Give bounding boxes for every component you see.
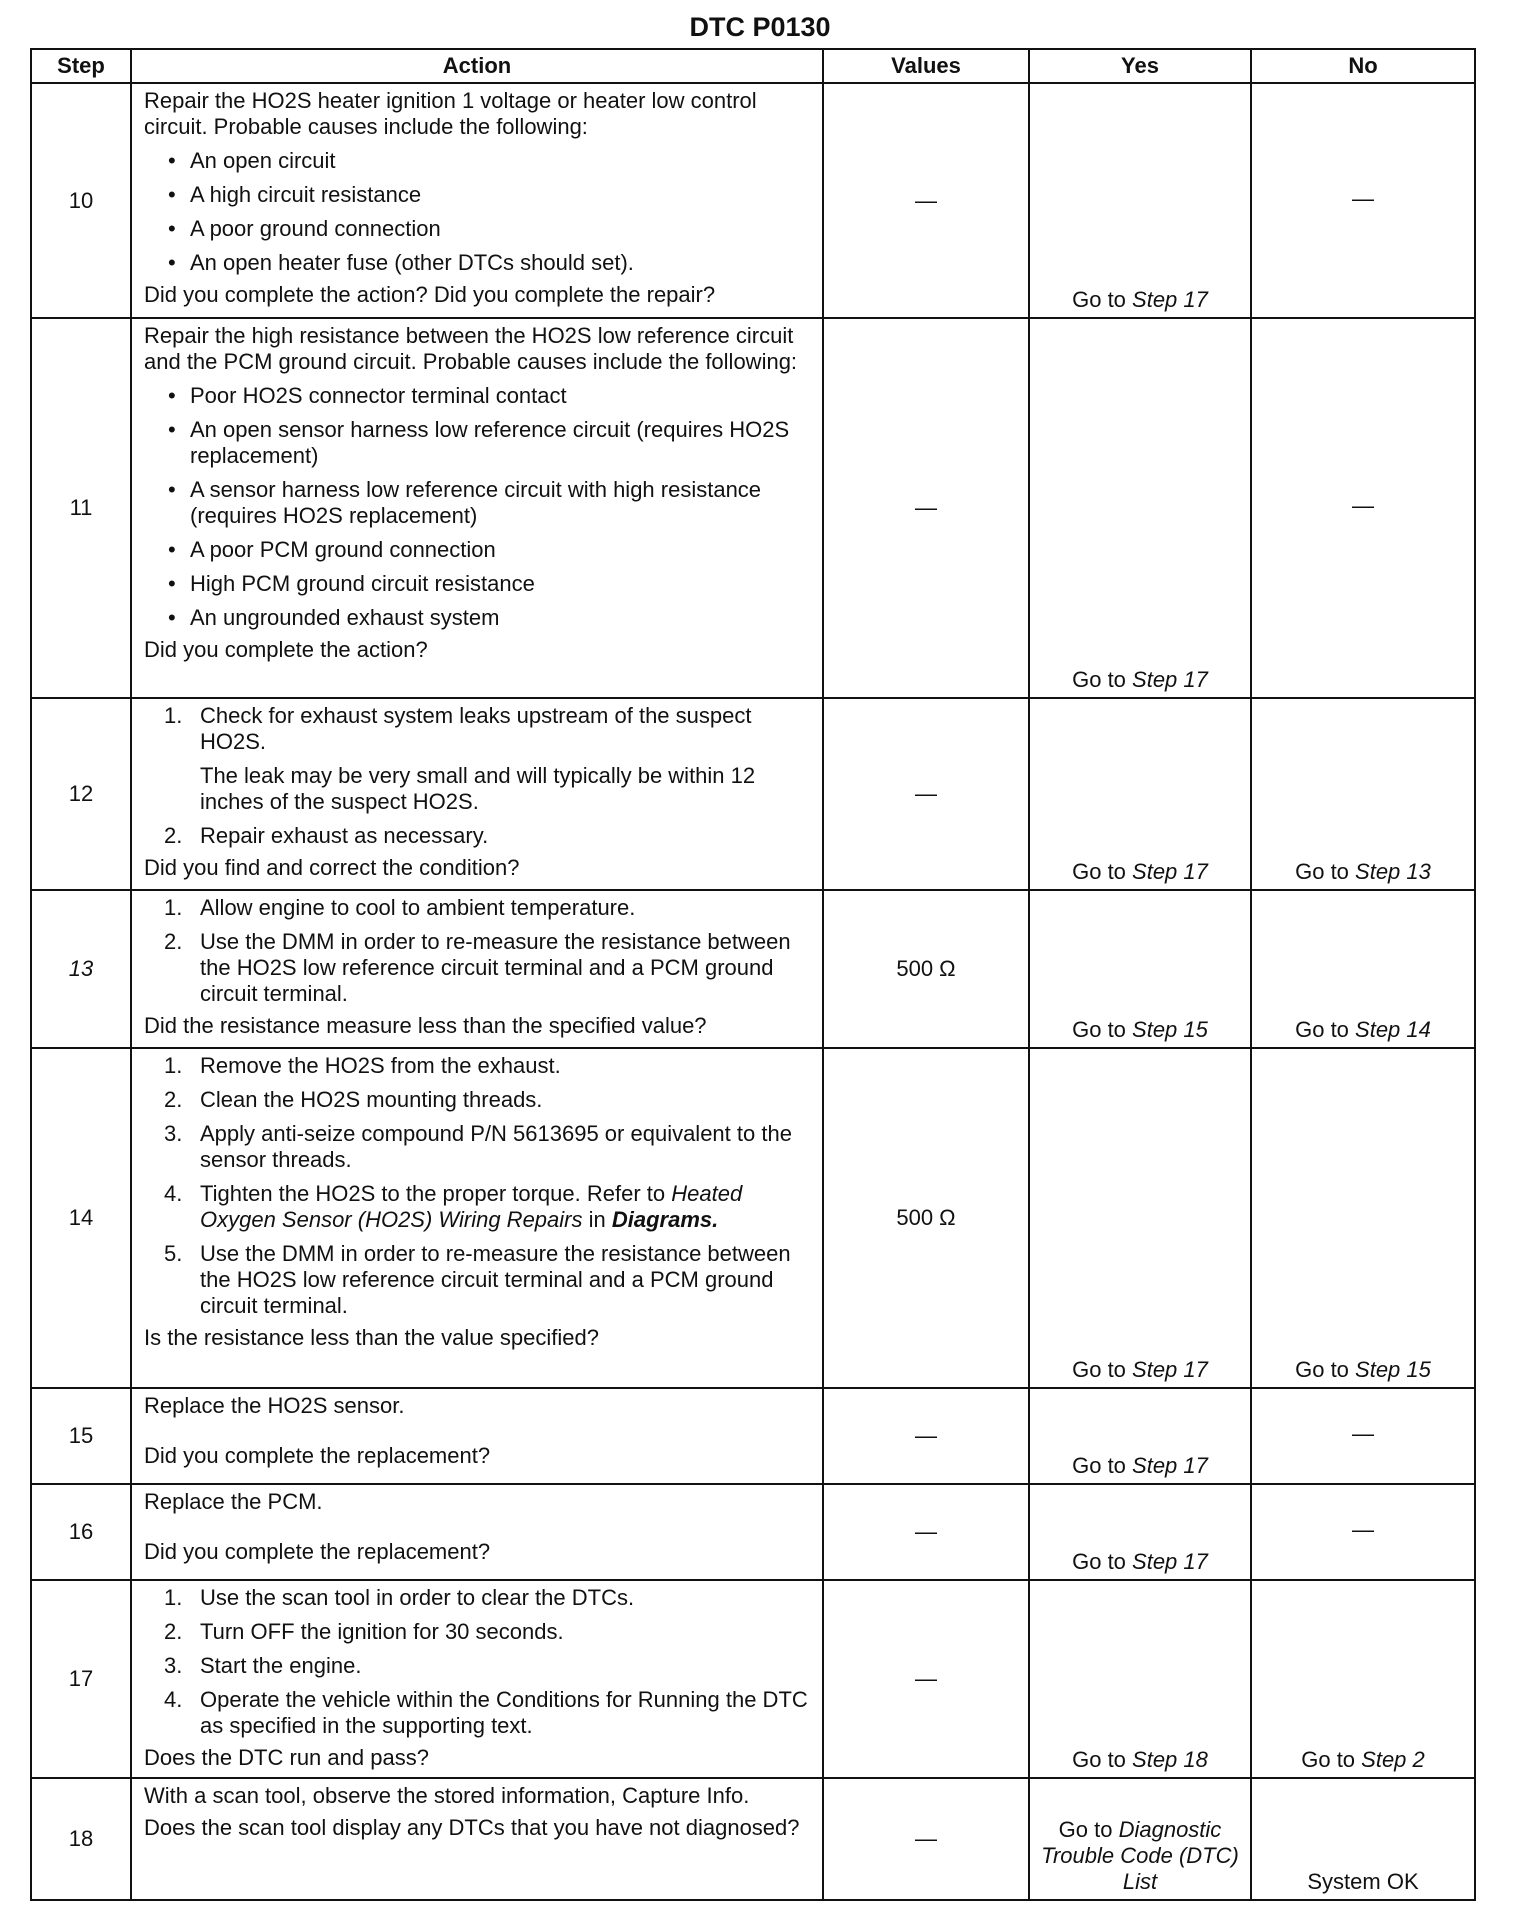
list-item-text: Allow engine to cool to ambient temperature. — [200, 895, 636, 920]
yes-cell — [1029, 318, 1251, 698]
list-item: 1. Check for exhaust system leaks upstream of the suspect HO2S. — [164, 703, 752, 754]
table-row — [31, 1778, 1475, 1900]
values-cell: — — [823, 698, 1029, 890]
values-cell: — — [823, 1778, 1029, 1900]
step-number: 17 — [31, 1580, 131, 1778]
list-item: • An open circuit — [144, 148, 814, 174]
list-item-text: in — [582, 1207, 612, 1232]
values-cell: 500 Ω — [823, 1048, 1029, 1388]
yes-step-ref: Step 17 — [1132, 287, 1208, 312]
list-item-text: Start the engine. — [200, 1653, 362, 1678]
step-list — [144, 823, 814, 849]
list-item: • High PCM ground circuit resistance — [144, 571, 814, 597]
yes-cell — [1029, 890, 1251, 1048]
list-item-text: Clean the HO2S mounting threads. — [200, 1087, 543, 1112]
go-to-text: Go to — [1072, 1017, 1133, 1042]
yes-cell — [1029, 1388, 1251, 1484]
action-question: Did you find and correct the condition? — [144, 855, 520, 880]
yes-cell — [1029, 83, 1251, 318]
yes-step-ref: Step 15 — [1132, 1017, 1208, 1042]
action-cell — [131, 1778, 823, 1900]
action-cell — [131, 83, 823, 318]
no-step-ref: Step 13 — [1355, 859, 1431, 884]
yes-cell — [1029, 1778, 1251, 1900]
step-list — [144, 1585, 814, 1739]
table-row — [31, 698, 1475, 890]
no-cell: — — [1251, 1484, 1475, 1580]
list-item-text: Repair exhaust as necessary. — [200, 823, 489, 848]
list-item-text: Use the scan tool in order to clear the DTCs. — [200, 1585, 635, 1610]
no-cell: — — [1251, 318, 1475, 698]
action-note: The leak may be very small and will typically be within 12 inches of the suspect HO2S. — [200, 763, 756, 814]
no-cell — [1251, 698, 1475, 890]
no-cell: — — [1251, 1388, 1475, 1484]
action-cell — [131, 1388, 823, 1484]
values-cell: — — [823, 1388, 1029, 1484]
action-cell — [131, 698, 823, 890]
action-question: Did the resistance measure less than the specified value? — [144, 1013, 707, 1038]
table-row — [31, 1048, 1475, 1388]
list-item: • A poor PCM ground connection — [144, 537, 814, 563]
go-to-text: Go to — [1295, 1017, 1356, 1042]
list-item: 2. Turn OFF the ignition for 30 seconds. — [164, 1619, 564, 1644]
yes-cell — [1029, 698, 1251, 890]
step-list — [144, 703, 814, 755]
no-step-ref: Step 2 — [1361, 1747, 1425, 1772]
action-intro: Replace the PCM. — [144, 1489, 323, 1514]
action-question: Did you complete the replacement? — [144, 1443, 491, 1468]
step-number: 14 — [31, 1048, 131, 1388]
step-number: 11 — [31, 318, 131, 698]
header-no: No — [1251, 49, 1475, 83]
values-cell: — — [823, 83, 1029, 318]
table-row — [31, 1484, 1475, 1580]
values-cell: — — [823, 1484, 1029, 1580]
action-question: Did you complete the replacement? — [144, 1539, 491, 1564]
yes-step-ref: Step 17 — [1132, 1357, 1208, 1382]
step-number: 18 — [31, 1778, 131, 1900]
list-item: 2. Clean the HO2S mounting threads. — [164, 1087, 543, 1112]
list-item-text: Remove the HO2S from the exhaust. — [200, 1053, 561, 1078]
list-item: 4. Tighten the HO2S to the proper torque. Refer to Heated Oxygen Sensor (HO2S) Wiring Repairs in Diagrams. — [164, 1181, 743, 1232]
step-number: 10 — [31, 83, 131, 318]
action-cell — [131, 1580, 823, 1778]
no-cell — [1251, 1580, 1475, 1778]
list-item-text: Apply anti-seize compound P/N 5613695 or equivalent to the sensor threads. — [200, 1121, 792, 1172]
list-item-text: Check for exhaust system leaks upstream of the suspect HO2S. — [200, 703, 752, 754]
table-row — [31, 1580, 1475, 1778]
list-item-text: Use the DMM in order to re-measure the resistance between the HO2S low reference circuit terminal and a PCM ground circuit terminal. — [200, 1241, 791, 1318]
go-to-text: Go to — [1072, 287, 1133, 312]
step-number: 16 — [31, 1484, 131, 1580]
action-intro: Replace the HO2S sensor. — [144, 1393, 405, 1418]
diagnostic-table — [30, 48, 1476, 1901]
cause-list — [144, 383, 814, 631]
repair-reference: Heated Oxygen Sensor (HO2S) Wiring Repairs — [200, 1181, 743, 1232]
action-cell — [131, 1048, 823, 1388]
action-intro: Repair the HO2S heater ignition 1 voltage or heater low control circuit. Probable causes include the following: — [144, 88, 757, 139]
yes-step-ref: Step 17 — [1132, 1453, 1208, 1478]
cause-list — [144, 148, 814, 276]
action-question: Does the DTC run and pass? — [144, 1745, 429, 1770]
list-item: • An open sensor harness low reference circuit (requires HO2S replacement) — [144, 417, 814, 469]
go-to-text: Go to — [1072, 667, 1133, 692]
list-item: 1. Use the scan tool in order to clear the DTCs. — [164, 1585, 635, 1610]
step-list — [144, 895, 814, 1007]
go-to-text: Go to — [1058, 1817, 1119, 1842]
no-cell: System OK — [1251, 1778, 1475, 1900]
list-item-text: Use the DMM in order to re-measure the resistance between the HO2S low reference circuit terminal and a PCM ground circuit terminal. — [200, 929, 791, 1006]
list-item: • An ungrounded exhaust system — [144, 605, 814, 631]
action-question: Does the scan tool display any DTCs that you have not diagnosed? — [144, 1815, 800, 1840]
list-item-text: Turn OFF the ignition for 30 seconds. — [200, 1619, 564, 1644]
list-item: 3. Start the engine. — [164, 1653, 362, 1678]
go-to-text: Go to — [1295, 859, 1356, 884]
step-number: 13 — [31, 890, 131, 1048]
go-to-text: Go to — [1072, 859, 1133, 884]
list-item: • An open heater fuse (other DTCs should set). — [144, 250, 814, 276]
list-item: 1. Remove the HO2S from the exhaust. — [164, 1053, 561, 1078]
go-to-text: Go to — [1072, 1549, 1133, 1574]
header-yes: Yes — [1029, 49, 1251, 83]
list-item: • Poor HO2S connector terminal contact — [144, 383, 814, 409]
list-item: 5. Use the DMM in order to re-measure the resistance between the HO2S low reference circuit terminal and a PCM ground circuit terminal. — [164, 1241, 791, 1318]
yes-step-ref: Step 17 — [1132, 1549, 1208, 1574]
yes-cell — [1029, 1048, 1251, 1388]
table-row — [31, 1388, 1475, 1484]
action-intro: With a scan tool, observe the stored information, Capture Info. — [144, 1783, 750, 1808]
go-to-text: Go to — [1072, 1357, 1133, 1382]
list-item: • A sensor harness low reference circuit with high resistance (requires HO2S replacement) — [144, 477, 814, 529]
action-question: Did you complete the action? Did you complete the repair? — [144, 282, 716, 307]
action-question: Did you complete the action? — [144, 637, 428, 662]
no-cell — [1251, 1048, 1475, 1388]
step-list — [144, 1053, 814, 1319]
action-intro: Repair the high resistance between the HO2S low reference circuit and the PCM ground circuit. Probable causes include the following: — [144, 323, 798, 374]
values-cell: 500 Ω — [823, 890, 1029, 1048]
no-cell — [1251, 890, 1475, 1048]
dtc-list-reference: Diagnostic Trouble Code (DTC) List — [1041, 1817, 1239, 1894]
page-title: DTC P0130 — [689, 12, 831, 42]
action-cell — [131, 318, 823, 698]
header-action: Action — [131, 49, 823, 83]
go-to-text: Go to — [1295, 1357, 1356, 1382]
list-item: 4. Operate the vehicle within the Conditions for Running the DTC as specified in the supporting text. — [164, 1687, 808, 1738]
list-item-text: Tighten the HO2S to the proper torque. Refer to — [200, 1181, 672, 1206]
header-step: Step — [31, 49, 131, 83]
step-number: 15 — [31, 1388, 131, 1484]
list-item: 1. Allow engine to cool to ambient temperature. — [164, 895, 636, 920]
list-item: 3. Apply anti-seize compound P/N 5613695 or equivalent to the sensor threads. — [164, 1121, 792, 1172]
yes-cell — [1029, 1580, 1251, 1778]
no-step-ref: Step 14 — [1355, 1017, 1431, 1042]
yes-cell — [1029, 1484, 1251, 1580]
step-number: 12 — [31, 698, 131, 890]
list-item: • A poor ground connection — [144, 216, 814, 242]
action-cell — [131, 890, 823, 1048]
header-row — [31, 49, 1475, 83]
go-to-text: Go to — [1072, 1747, 1133, 1772]
diagrams-reference: Diagrams. — [611, 1207, 719, 1232]
list-item: 2. Use the DMM in order to re-measure the resistance between the HO2S low reference circuit terminal and a PCM ground circuit terminal. — [164, 929, 791, 1006]
go-to-text: Go to — [1301, 1747, 1362, 1772]
list-item-text: Operate the vehicle within the Conditions for Running the DTC as specified in the supporting text. — [200, 1687, 808, 1738]
yes-step-ref: Step 17 — [1132, 667, 1208, 692]
list-item: • A high circuit resistance — [144, 182, 814, 208]
header-values: Values — [823, 49, 1029, 83]
no-step-ref: Step 15 — [1355, 1357, 1431, 1382]
values-cell: — — [823, 1580, 1029, 1778]
action-cell — [131, 1484, 823, 1580]
table-row — [31, 318, 1475, 698]
go-to-text: Go to — [1072, 1453, 1133, 1478]
table-row — [31, 890, 1475, 1048]
yes-step-ref: Step 18 — [1132, 1747, 1208, 1772]
yes-step-ref: Step 17 — [1132, 859, 1208, 884]
table-row — [31, 83, 1475, 318]
action-question: Is the resistance less than the value specified? — [144, 1325, 599, 1350]
values-cell: — — [823, 318, 1029, 698]
list-item: 2. Repair exhaust as necessary. — [164, 823, 489, 848]
no-cell: — — [1251, 83, 1475, 318]
